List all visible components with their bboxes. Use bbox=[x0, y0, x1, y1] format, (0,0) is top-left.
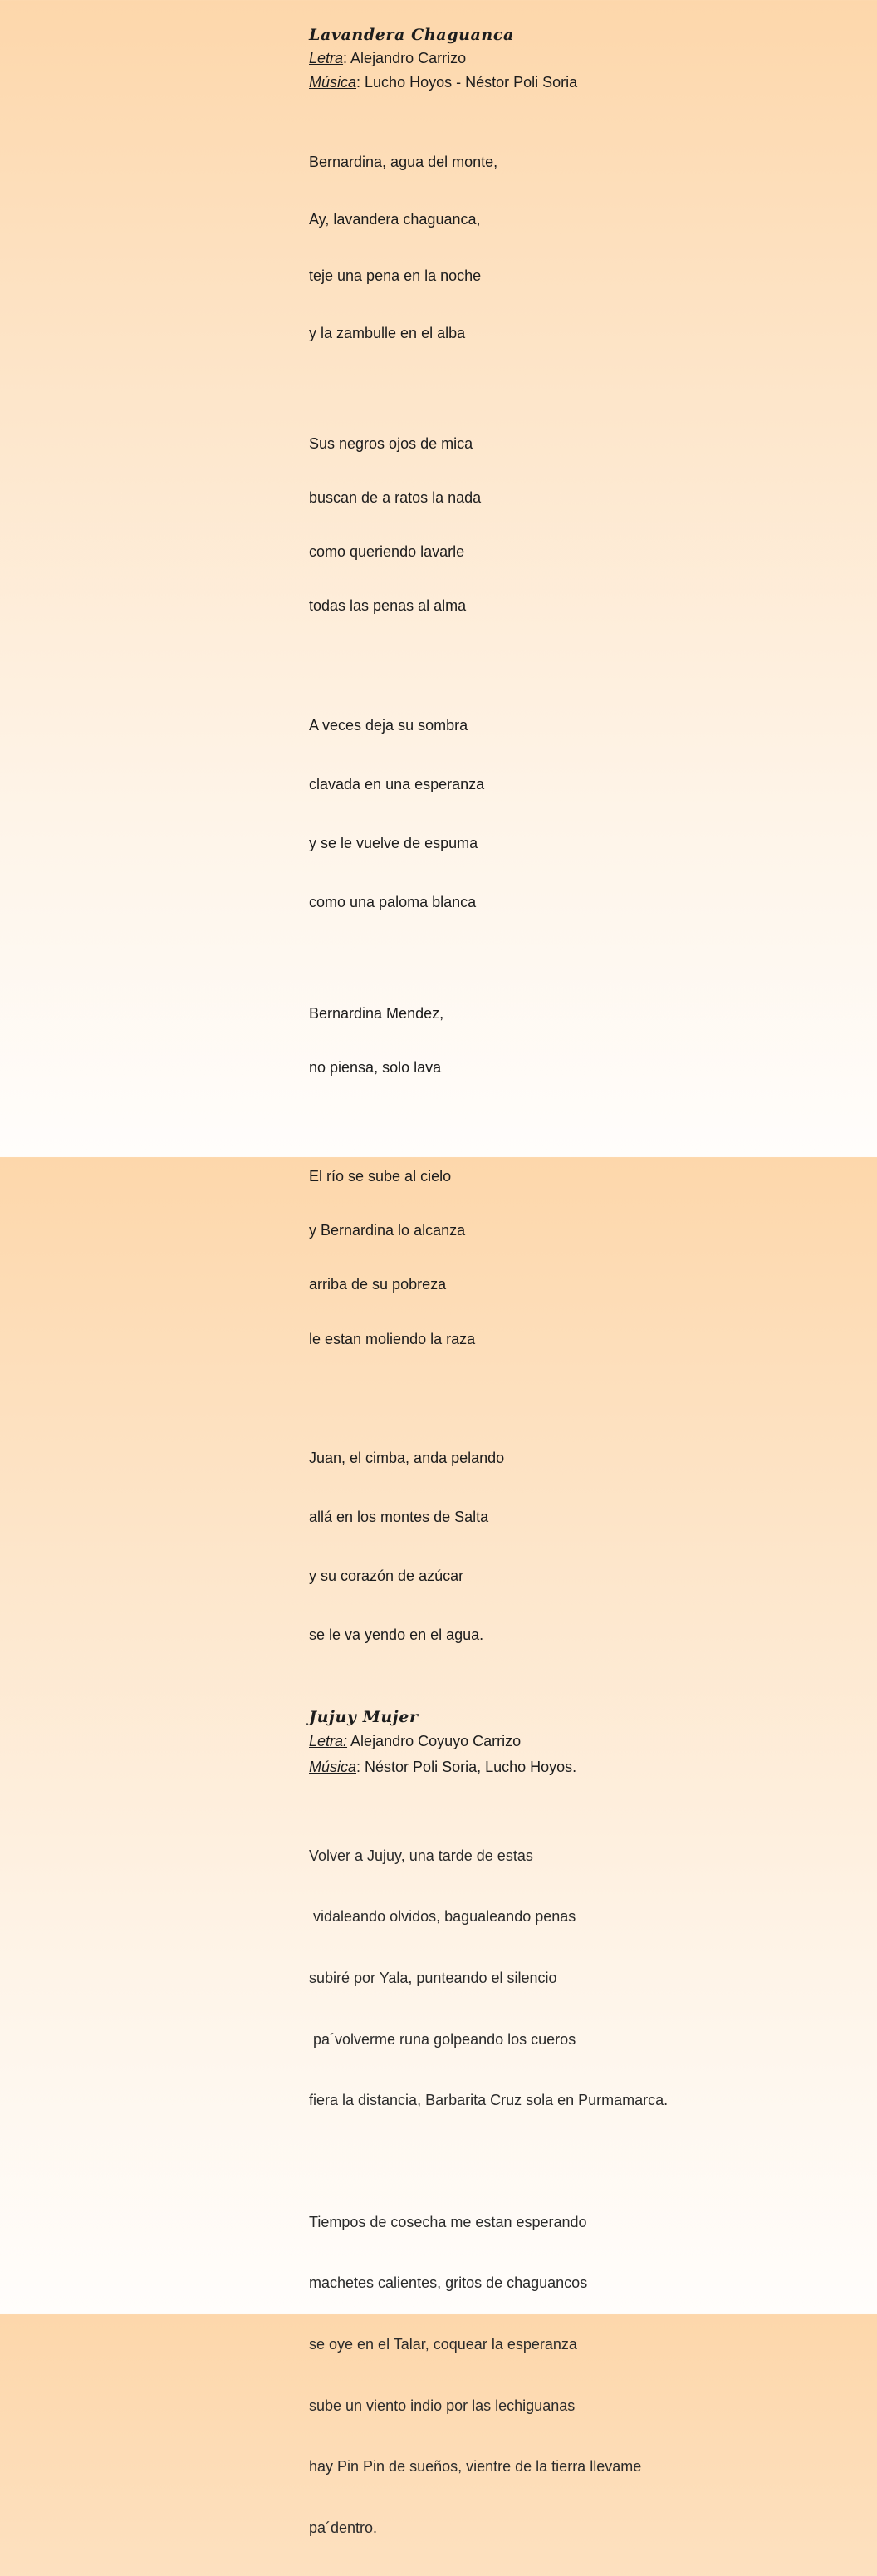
lyric-line: sube un viento indio por las lechiguanas bbox=[309, 2397, 576, 2414]
lyric-line: se oye en el Talar, coquear la esperanza bbox=[309, 2336, 577, 2353]
lyric-line: clavada en una esperanza bbox=[309, 775, 485, 792]
credit-separator: : bbox=[356, 1758, 365, 1775]
lyrics-label: Letra: bbox=[309, 1732, 348, 1749]
composer-names: Lucho Hoyos - Néstor Poli Soria bbox=[365, 74, 578, 91]
song-jujuy-mujer bbox=[309, 1705, 857, 2576]
lyric-line: y se le vuelve de espuma bbox=[309, 834, 478, 851]
lyric-line: pa´dentro. bbox=[309, 2519, 378, 2536]
stanza bbox=[309, 1132, 857, 1384]
composer-names: Néstor Poli Soria, Lucho Hoyos. bbox=[365, 1758, 577, 1775]
stanza bbox=[309, 1808, 857, 2149]
stanza bbox=[309, 679, 857, 949]
stanza bbox=[309, 2175, 857, 2576]
lyrics-page bbox=[309, 23, 857, 2576]
lyric-line: A veces deja su sombra bbox=[309, 716, 468, 734]
lyric-line: todas las penas al alma bbox=[309, 597, 467, 615]
lyricist-credit bbox=[309, 1729, 857, 1754]
lyric-line: Tiempos de cosecha me estan esperando bbox=[309, 2213, 587, 2230]
lyric-line: arriba de su pobreza bbox=[309, 1276, 447, 1293]
lyric-line: subiré por Yala, punteando el silencio bbox=[309, 1970, 557, 1987]
lyric-line: teje una pena en la noche bbox=[309, 267, 482, 285]
stanza bbox=[309, 969, 857, 1112]
lyric-line: El río se sube al cielo bbox=[309, 1168, 452, 1185]
credit-separator: : bbox=[343, 50, 351, 66]
composer-credit bbox=[309, 71, 857, 95]
lyric-line: Sus negros ojos de mica bbox=[309, 434, 473, 452]
lyric-line: como queriendo lavarle bbox=[309, 543, 465, 561]
lyric-line: le estan moliendo la raza bbox=[309, 1330, 476, 1347]
lyric-line: y su corazón de azúcar bbox=[309, 1567, 464, 1584]
lyric-line: Volver a Jujuy, una tarde de estas bbox=[309, 1847, 533, 1864]
lyric-line: Ay, lavandera chaguanca, bbox=[309, 210, 481, 228]
lyric-line: como una paloma blanca bbox=[309, 893, 477, 910]
song-title: Lavandera Chaguanca bbox=[309, 26, 514, 44]
composer-credit bbox=[309, 1754, 857, 1780]
lyric-line: Bernardina, agua del monte, bbox=[309, 154, 498, 170]
music-label: Música bbox=[309, 74, 357, 91]
song-lavandera-chaguanca bbox=[309, 23, 857, 1682]
lyricist-name: Alejandro Carrizo bbox=[350, 50, 467, 66]
lyric-line: hay Pin Pin de sueños, vientre de la tierra llevame bbox=[309, 2458, 642, 2475]
lyric-line: buscan de a ratos la nada bbox=[309, 489, 482, 507]
lyricist-name: Alejandro Coyuyo Carrizo bbox=[350, 1732, 522, 1749]
lyric-line: y la zambulle en el alba bbox=[309, 325, 466, 342]
lyric-line: y Bernardina lo alcanza bbox=[309, 1222, 466, 1239]
song-title: Jujuy Mujer bbox=[309, 1707, 419, 1726]
lyric-line: Bernardina Mendez, bbox=[309, 1004, 444, 1022]
lyric-line: machetes calientes, gritos de chaguancos bbox=[309, 2274, 588, 2292]
stanza bbox=[309, 400, 857, 651]
credit-separator: : bbox=[356, 74, 365, 91]
lyricist-credit bbox=[309, 47, 857, 71]
lyric-line: Juan, el cimba, anda pelando bbox=[309, 1449, 505, 1466]
lyric-line: vidaleando olvidos, bagualeando penas bbox=[309, 1908, 576, 1926]
stanza bbox=[309, 116, 857, 380]
lyric-line: allá en los montes de Salta bbox=[309, 1508, 489, 1525]
lyric-line: fiera la distancia, Barbarita Cruz sola en Purmamarca. bbox=[309, 2092, 669, 2109]
lyrics-label: Letra bbox=[309, 50, 344, 66]
lyric-line: se le va yendo en el agua. bbox=[309, 1626, 484, 1643]
music-label: Música bbox=[309, 1758, 357, 1775]
stanza bbox=[309, 1411, 857, 1682]
lyric-line: no piensa, solo lava bbox=[309, 1058, 442, 1076]
lyric-line: pa´volverme runa golpeando los cueros bbox=[309, 2030, 576, 2048]
